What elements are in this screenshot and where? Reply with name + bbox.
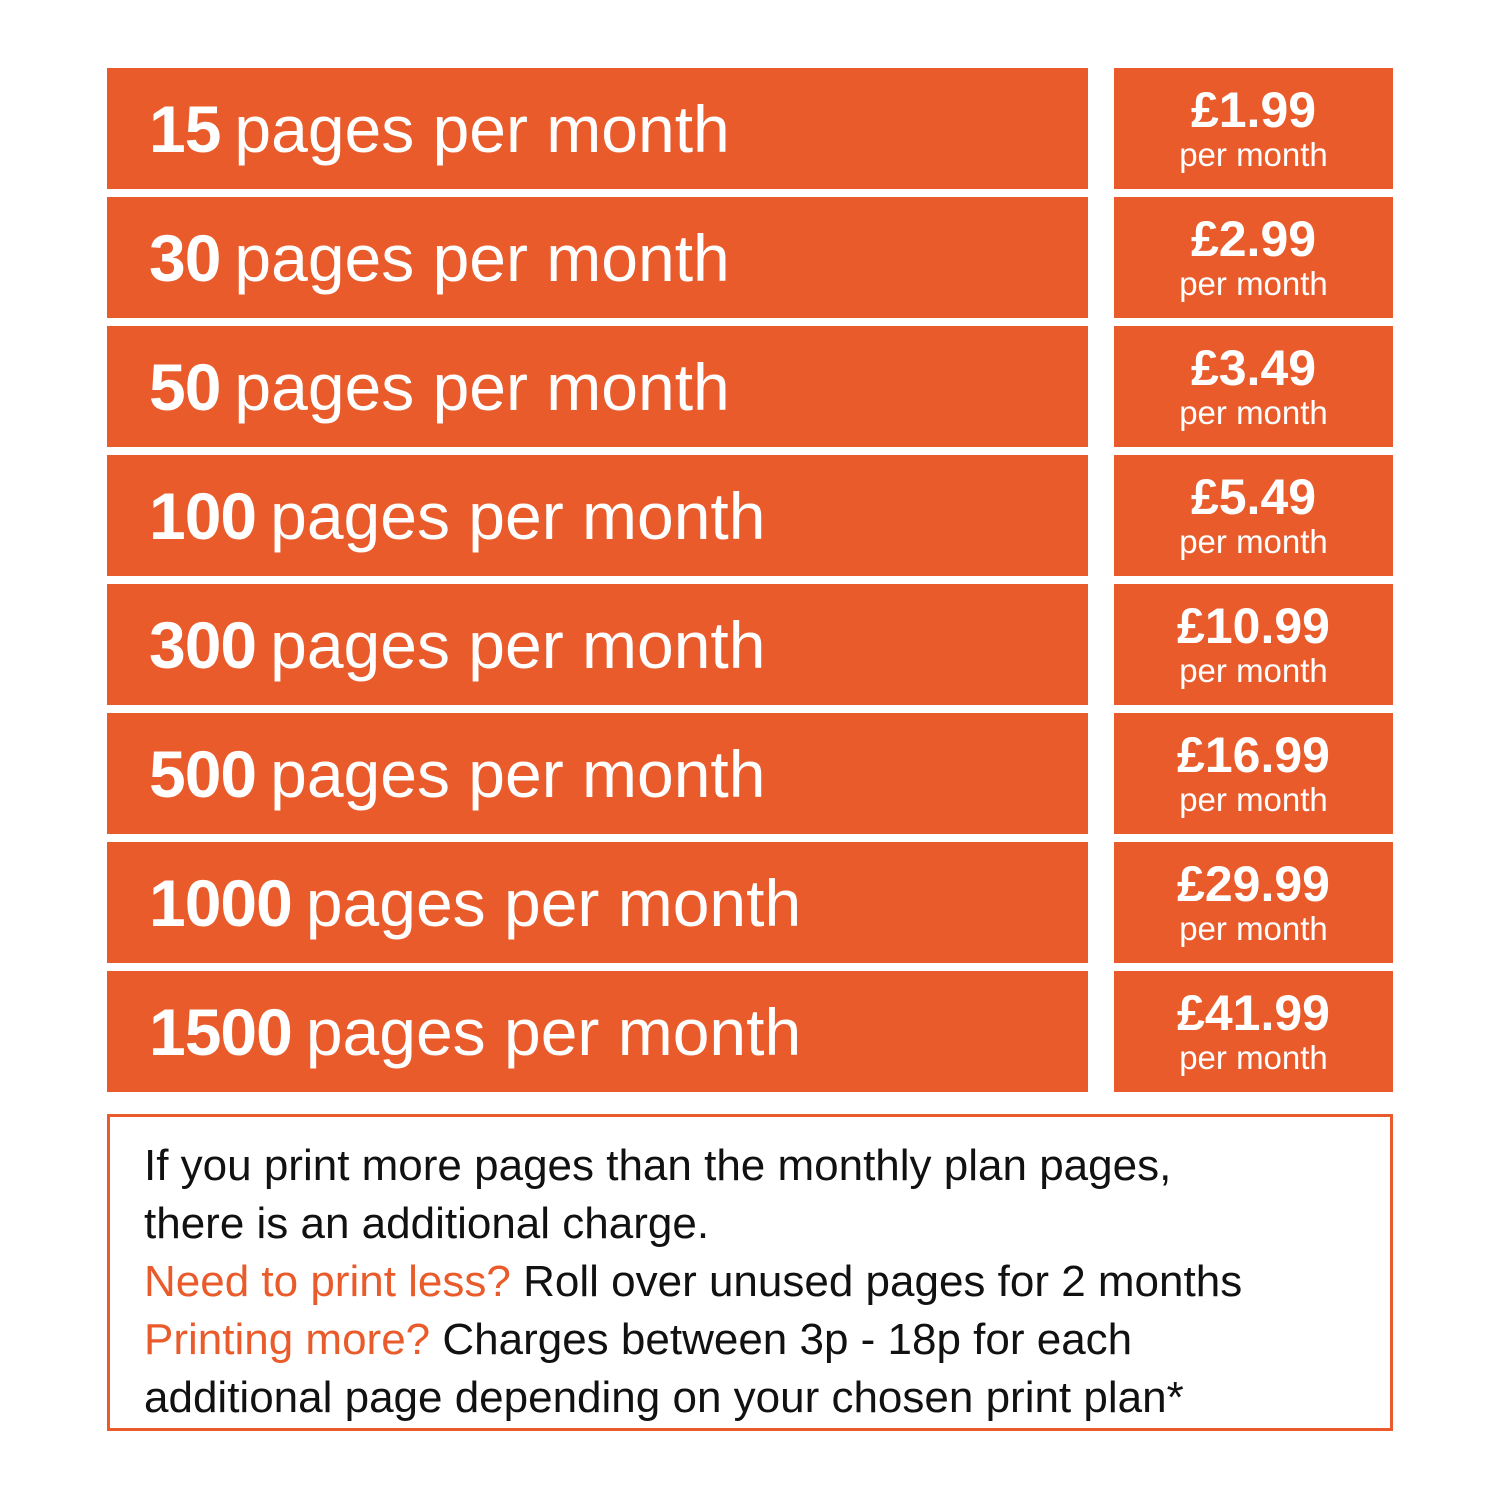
plan-pages-count: 15 xyxy=(149,91,221,166)
plan-pages-count: 500 xyxy=(149,736,257,811)
plan-pages-label: pages per month xyxy=(234,220,730,295)
plan-price-box xyxy=(1114,197,1393,318)
plan-pages-label: pages per month xyxy=(234,349,730,424)
plan-pages-label: pages per month xyxy=(270,478,766,553)
plan-row xyxy=(107,971,1393,1092)
plan-pages-bar xyxy=(107,68,1088,189)
plan-price-box xyxy=(1114,842,1393,963)
plan-pages-bar xyxy=(107,455,1088,576)
plan-price-box xyxy=(1114,326,1393,447)
plan-list xyxy=(107,68,1393,1092)
plan-pages-count: 100 xyxy=(149,478,257,553)
plan-price-period: per month xyxy=(1179,264,1328,302)
plan-price-box xyxy=(1114,713,1393,834)
plan-pages-bar xyxy=(107,326,1088,447)
plan-price: £2.99 xyxy=(1190,210,1317,267)
plan-pages-bar xyxy=(107,713,1088,834)
plan-price: £3.49 xyxy=(1190,339,1317,396)
need-less-highlight: Need to print less? xyxy=(144,1257,511,1306)
plan-row xyxy=(107,326,1393,447)
need-less-text: Roll over unused pages for 2 months xyxy=(523,1257,1243,1306)
additional-charge-note xyxy=(107,1114,1393,1431)
plan-pages-bar xyxy=(107,971,1088,1092)
plan-price-period: per month xyxy=(1179,651,1328,689)
plan-pages-count: 30 xyxy=(149,220,221,295)
plan-price: £1.99 xyxy=(1190,81,1317,138)
plan-price-period: per month xyxy=(1179,909,1328,947)
plan-price-period: per month xyxy=(1179,522,1328,560)
plan-pages-label: pages per month xyxy=(270,736,766,811)
plan-pages-bar xyxy=(107,197,1088,318)
plan-pages-count: 300 xyxy=(149,607,257,682)
plan-price-box xyxy=(1114,68,1393,189)
plan-price-box xyxy=(1114,455,1393,576)
plan-pages-bar xyxy=(107,842,1088,963)
plan-pages-label: pages per month xyxy=(234,91,730,166)
note-line-less xyxy=(144,1253,1390,1311)
plan-row xyxy=(107,197,1393,318)
plan-row xyxy=(107,842,1393,963)
plan-pages-count: 1000 xyxy=(149,865,292,940)
plan-price-period: per month xyxy=(1179,393,1328,431)
plan-pages-bar xyxy=(107,584,1088,705)
plan-pages-label: pages per month xyxy=(305,865,802,940)
plan-row xyxy=(107,713,1393,834)
printing-more-highlight: Printing more? xyxy=(144,1315,431,1364)
plan-price-period: per month xyxy=(1179,135,1328,173)
plan-row xyxy=(107,455,1393,576)
plan-price-period: per month xyxy=(1179,1038,1328,1076)
note-line: additional page depending on your chosen print plan* xyxy=(144,1373,1184,1422)
note-line: there is an additional charge. xyxy=(144,1199,710,1248)
plan-price: £16.99 xyxy=(1177,726,1330,783)
printing-more-text: Charges between 3p - 18p for each xyxy=(442,1315,1133,1364)
plan-price-box xyxy=(1114,971,1393,1092)
plan-pages-count: 1500 xyxy=(149,994,292,1069)
note-line-more xyxy=(144,1311,1390,1369)
plan-pages-label: pages per month xyxy=(305,994,802,1069)
plan-price: £5.49 xyxy=(1190,468,1317,525)
plan-pages-label: pages per month xyxy=(270,607,766,682)
plan-row xyxy=(107,584,1393,705)
plan-price-box xyxy=(1114,584,1393,705)
plan-row xyxy=(107,68,1393,189)
plan-price: £29.99 xyxy=(1177,855,1330,912)
plan-price: £41.99 xyxy=(1177,984,1330,1041)
plan-price-period: per month xyxy=(1179,780,1328,818)
plan-pages-count: 50 xyxy=(149,349,221,424)
plan-price: £10.99 xyxy=(1177,597,1330,654)
note-line: If you print more pages than the monthly plan pages, xyxy=(144,1141,1172,1190)
